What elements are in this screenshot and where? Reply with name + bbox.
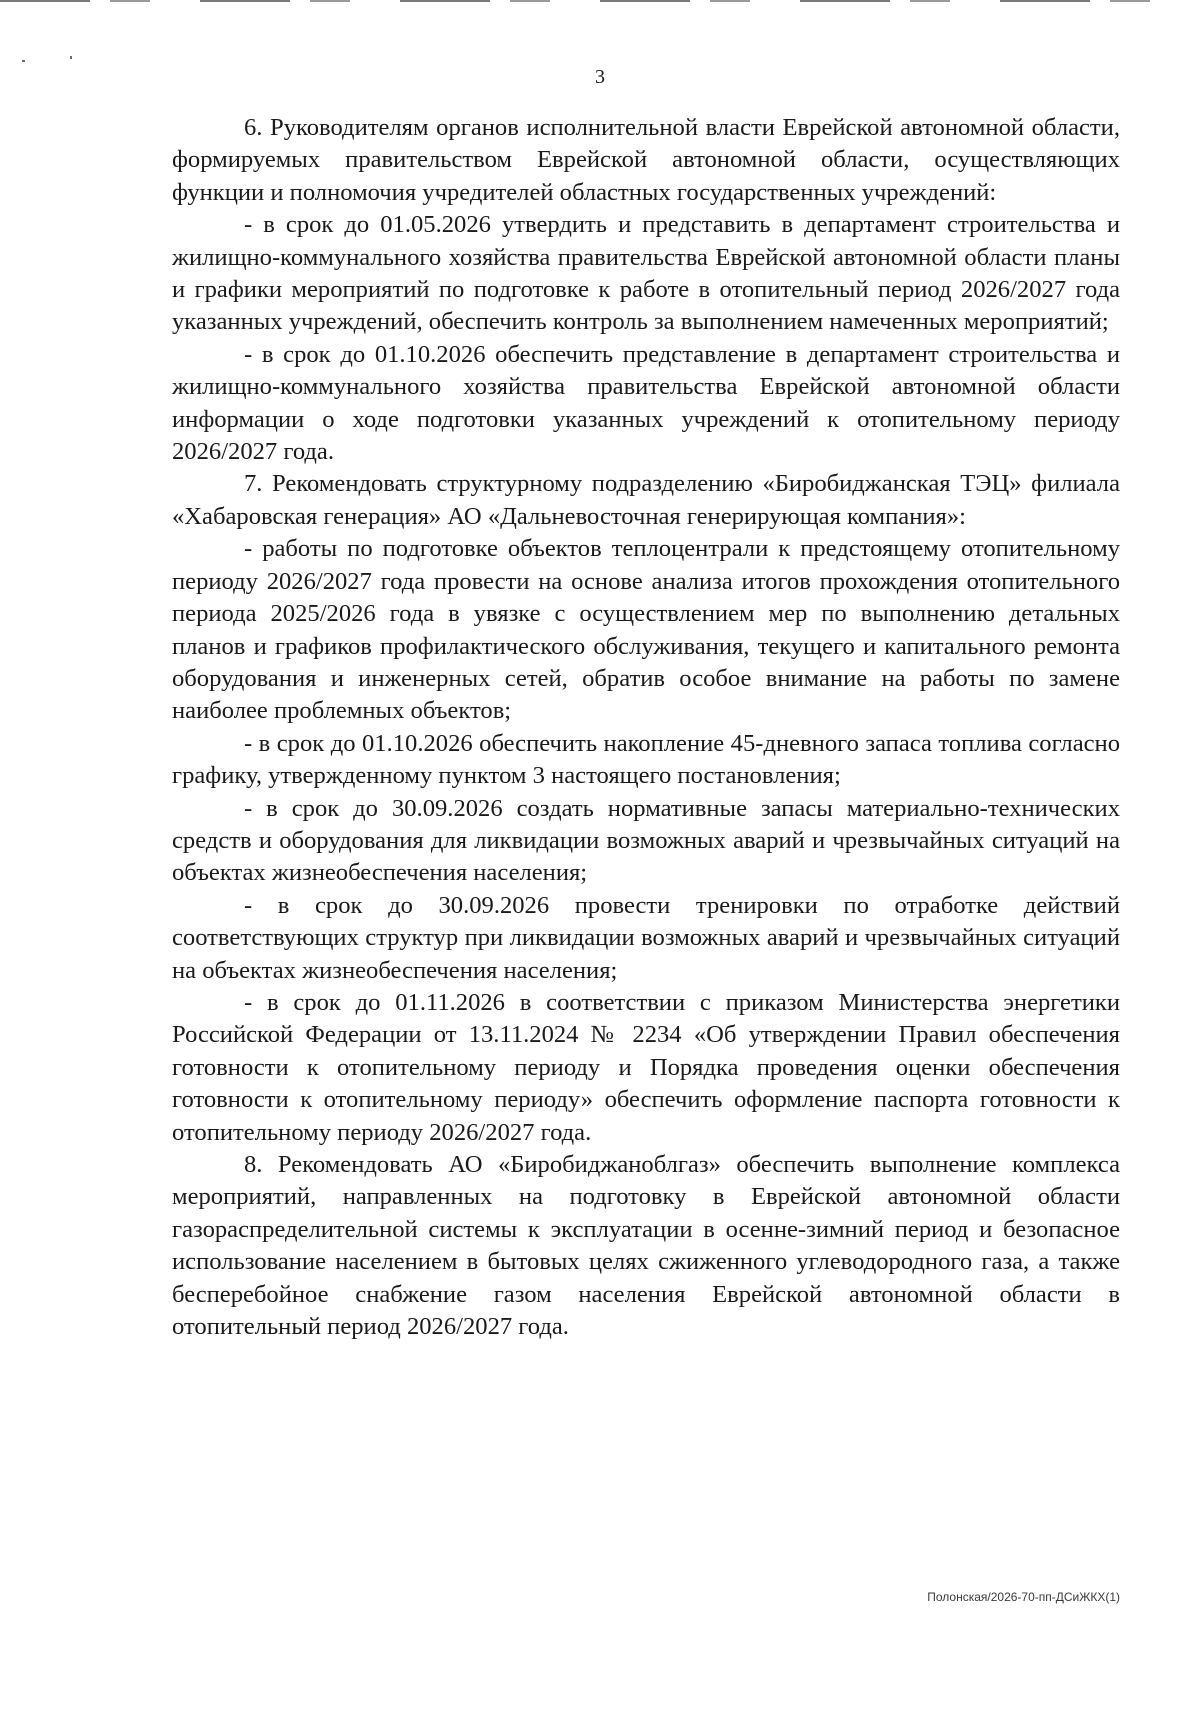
paragraph-item-8: 8. Рекомендовать АО «Биробиджаноблгаз» обеспечить выполнение комплекса мероприятий, направленных на подготовку в Еврейской автономной области газораспределительной системы к эксплуатации в осенне-зимний период и безопасное использование населением в бытовых целях сжиженного углеводородного газа, а также бесперебойное снабжение газом населения Еврейской автономной области в отопительный период 2026/2027 года. xyxy=(172,1151,1120,1341)
document-registration-code: Полонская/2026-70-пп-ДСиЖКХ(1) xyxy=(927,1590,1120,1604)
subparagraph-fuel-reserve: - в срок до 01.10.2026 обеспечить накопление 45-дневного запаса топлива согласно графику, утвержденному пунктом 3 настоящего постановления; xyxy=(172,729,1120,790)
subparagraph-trainings: - в срок до 30.09.2026 провести тренировки по отработке действий соответствующих структур при ликвидации возможных аварий и чрезвычайных ситуаций на объектах жизнеобеспечения населения; xyxy=(172,891,1120,984)
subparagraph-deadline-0110: - в срок до 01.10.2026 обеспечить представление в департамент строительства и жилищно-коммунального хозяйства правительства Еврейской автономной области информации о ходе подготовки указанных учреждений к отопительному периоду 2026/2027 года. xyxy=(172,340,1120,466)
subparagraph-material-reserves: - в срок до 30.09.2026 создать нормативные запасы материально-технических средств и оборудования для ликвидации возможных аварий и чрезвычайных ситуаций на объектах жизнеобеспечения населения; xyxy=(172,794,1120,887)
subparagraph-readiness-passport: - в срок до 01.11.2026 в соответствии с приказом Министерства энергетики Российской Федерации от 13.11.2024 № 2234 «Об утверждении Правил обеспечения готовности к отопительному периоду и Порядка проведения оценки обеспечения готовности к отопительному периоду» обеспечить оформление паспорта готовности к отопительному периоду 2026/2027 года. xyxy=(172,988,1120,1146)
paragraph-item-6: 6. Руководителям органов исполнительной власти Еврейской автономной области, формируемых правительством Еврейской автономной области, осуществляющих функции и полномочия учредителей областных государственных учреждений: xyxy=(172,114,1120,206)
scan-edge-artifact xyxy=(0,0,1200,2)
document-body xyxy=(172,112,1120,1343)
page-number: 3 xyxy=(595,66,605,88)
subparagraph-deadline-0105: - в срок до 01.05.2026 утвердить и представить в департамент строительства и жилищно-коммунального хозяйства правительства Еврейской автономной области планы и графики мероприятий по подготовке к работе в отопительный период 2026/2027 года указанных учреждений, обеспечить контроль за выполнением намеченных мероприятий; xyxy=(172,211,1120,336)
scan-speck xyxy=(22,60,25,62)
subparagraph-heating-works: - работы по подготовке объектов теплоцентрали к предстоящему отопительному периоду 2026/2027 года провести на основе анализа итогов прохождения отопительного периода 2025/2026 года в увязке с осуществлением мер по выполнению детальных планов и графиков профилактического обслуживания, текущего и капитального ремонта оборудования и инженерных сетей, обратив особое внимание на работы по замене наиболее проблемных объектов; xyxy=(172,535,1120,725)
paragraph-item-7: 7. Рекомендовать структурному подразделению «Биробиджанская ТЭЦ» филиала «Хабаровская генерация» АО «Дальневосточная генерирующая компания»: xyxy=(172,470,1120,530)
scan-speck xyxy=(70,56,72,59)
